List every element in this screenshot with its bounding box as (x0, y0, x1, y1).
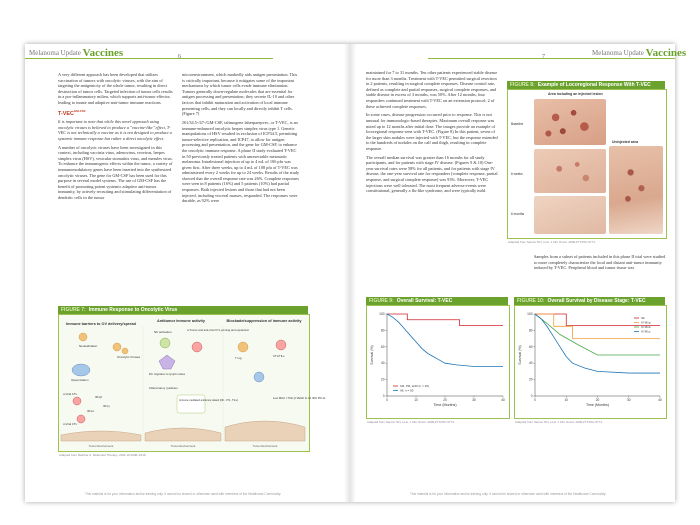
figure-9-title-bar: FIGURE 9: Overall Survival: T-VEC (366, 297, 508, 305)
svg-text:Low MHC I TGF-β VEGF IL-10 IDO: Low MHC I TGF-β VEGF IL-10 IDO PD-1L (273, 396, 326, 400)
overall-survival-chart (367, 306, 509, 418)
x-tick-label: 40 (501, 398, 505, 402)
figure-9-caption: Adapted from Senzer NN, et al. J Clin Oncol. 2009;27:5763–5771. (367, 420, 455, 424)
svg-text:Opsonization: Opsonization (71, 378, 89, 382)
svg-text:NK activation: NK activation (154, 330, 172, 334)
y-tick-label: 20 (380, 377, 385, 382)
header-rule (428, 58, 675, 59)
right-column-1 (366, 70, 500, 197)
right-footer: This material is for your information and/or training only. It cannot be shared or otherwise used with members of the Healthcare Community. (410, 492, 607, 496)
y-tick-label: 60 (380, 344, 385, 349)
left-column-1 (58, 72, 174, 204)
svg-text:DC migration to lymph nodes: DC migration to lymph nodes (149, 372, 186, 376)
page-number-right: 7 (542, 54, 545, 60)
uninjected-photo (609, 146, 663, 234)
header-brand (592, 46, 686, 58)
brand-word: Vaccines (82, 47, 124, 59)
baseline-photo (534, 99, 606, 145)
immune-attack-box (177, 395, 205, 413)
suppressor-cell-icon (254, 372, 264, 382)
svg-text:α-Viral CTL: α-Viral CTL (63, 392, 78, 396)
y-tick-label: 40 (380, 361, 385, 366)
survival-by-stage-chart (515, 306, 666, 418)
legend-label: IIIc (641, 316, 646, 321)
panel2-title: Antitumor immune activity (157, 319, 205, 323)
ctl-cell-icon (77, 415, 85, 423)
x-axis-label: Time (Months) (433, 403, 457, 407)
right-page (350, 44, 687, 502)
tumor-environment-shape (145, 428, 221, 441)
figure-7-caption: Adapted from Melcher A. Molecular Therapy. 2011;19:1008–1016. (59, 453, 147, 457)
y-tick-label: 100 (379, 312, 385, 316)
x-tick-label: 20 (443, 398, 447, 402)
svg-text:α-Viral CTL: α-Viral CTL (63, 422, 78, 426)
svg-text:Tumor Environment: Tumor Environment (252, 444, 278, 448)
svg-text:α-Tumor and anti-viral CTL pri: α-Tumor and anti-viral CTL priming and expansion (187, 328, 250, 332)
dendritic-cell-icon (159, 355, 175, 369)
row-label-weeks: 6 weeks (511, 172, 523, 176)
ctl-cell-icon (73, 397, 81, 405)
figure-10-title-bar: FIGURE 10: Overall Survival by Disease Stage: T-VEC (514, 297, 665, 305)
virus-icon (122, 348, 128, 354)
svg-text:Tumor Environment: Tumor Environment (170, 444, 196, 448)
figure-8-title-bar: FIGURE 8: Example of Locoregional Response With T-VEC (507, 81, 665, 89)
six-weeks-photo (534, 149, 606, 193)
page-number-left: 6 (178, 54, 181, 60)
x-tick-label: 30 (626, 398, 631, 402)
series-line-1 (387, 314, 503, 366)
legend-label: All, n = 50 (400, 388, 414, 393)
paragraph: In some cases, disease progression occurred prior to response. This is not unusual for immunologic-based therapies. Maximum overall response was noted up to 12 months after initial dose. The images provide an example of locoregional response seen with T-VEC. (Figure 8) In this patient, seven of the larger skin nodules were injected with T-VEC, but the response extended to the hundreds of nodules on the calf and thigh, resulting in complete response. (366, 112, 498, 151)
virus-icon (79, 333, 87, 341)
panel3-title: Blockade/suppression of immune activity (226, 319, 302, 323)
six-months-photo (534, 196, 606, 234)
y-tick-label: 60 (528, 344, 533, 349)
legend-label: IV M1c (641, 329, 651, 334)
x-tick-label: 40 (658, 398, 662, 402)
legend-label: IV M1b (641, 325, 651, 330)
svg-text:Inflammatory cytokines: Inflammatory cytokines (149, 386, 178, 390)
x-tick-label: 0 (534, 398, 536, 402)
x-tick-label: 10 (414, 398, 418, 402)
paragraph: maintained for 7 to 31 months. Ten other patients experienced stable disease for more than 3 months. Treatment with T-VEC permitted surgical resection in 2 patients, resulting in surgical complete responses. Disease control rate, defined as complete and partial responses, surgical complete responses, and stable disease in excess of 3 months, was 50%. After 12 months, four responders continued treatment with T-VEC on an extension protocol; 2 of these achieved complete responses. (366, 70, 498, 109)
y-tick-label: 80 (528, 328, 533, 333)
italic-note: It is important to note that while this novel approach using oncolytic viruses is believed to produce a "vaccine-like" effect, T-VEC is not technically a vaccine as it is not designed to produce a systemic immune response but rather a direct oncolytic effect. (58, 119, 172, 141)
figure-8-caption: Adapted from Senzer NN, et al. J Clin Oncol. 2009;27:5763–5771. (508, 240, 596, 244)
x-tick-label: 0 (386, 398, 388, 402)
area-label: Area including an injected lesion (548, 92, 603, 96)
section-heading: $T-VEC^{GM-CSF}$ (58, 108, 86, 117)
y-tick-label: 80 (380, 328, 385, 333)
paragraph: A number of oncolytic viruses have been investigated in this context, including vaccinia virus, adenovirus, reovirus, herpes simplex virus (HSV), vesicular stomatitis virus, and measles virus. To enhance the immunogenic effects within the tumor, a variety of immunomodulatory genes have been inserted into the synthesized oncolytic viruses. The gene for GM-CSF has been used for this purpose in several model systems. The use of GM-CSF has the benefit of promoting potent systemic adaptive anti-tumor immunity, by actively recruiting and stimulating differentiation of dendritic cells in the tumor (58, 144, 173, 201)
panel1-title: Immune barriers to OV delivery/spread (66, 322, 136, 326)
svg-text:IFN-γ: IFN-γ (103, 404, 110, 408)
brochure-spread (25, 44, 687, 502)
treg-cell-icon (238, 342, 248, 352)
paragraph: A very different approach has been developed that utilizes vaccination of tumors with oncolytic viruses, with the aim of targeting the antigenicity of the whole tumor, resulting in direct destruction of tumor cells. Targeted infection of tumor cells results in a pro-inflammatory milieu, which supports anti-tumor effector, leading to innate and adaptive anti-tumor immune reactions. (58, 72, 173, 105)
x-tick-label: 10 (564, 398, 569, 402)
row-label-baseline: Baseline (511, 122, 524, 126)
nk-cell-icon (160, 338, 170, 348)
y-tick-label: 20 (528, 377, 533, 382)
y-axis-label: Survival (%) (518, 345, 522, 365)
brand-word: Vaccines (645, 47, 687, 59)
series-line-0 (387, 314, 503, 325)
left-column-2 (182, 72, 300, 207)
figure-9-chart (366, 305, 510, 419)
x-tick-label: 20 (595, 398, 600, 402)
paragraph: Samples from a subset of patients included in this phase II trial were studied to more completely characterize the local and distant anti-tumor immunity induced by T-VEC. Peripheral blood and tumor tissue was (534, 254, 666, 271)
svg-text:T reg: T reg (235, 356, 242, 360)
header-brand (29, 46, 123, 58)
figure-8-photos (507, 89, 667, 239)
svg-text:IFN-β: IFN-β (95, 395, 103, 399)
header-rule (25, 58, 273, 59)
til-cell-icon (276, 340, 286, 350)
right-column-2 (534, 254, 666, 274)
figure-10-chart (514, 305, 667, 419)
left-page (25, 44, 350, 502)
row-label-months: 6 months (511, 212, 525, 216)
svg-text:IFN-α: IFN-α (87, 409, 95, 413)
x-tick-label: 30 (472, 398, 476, 402)
svg-text:Neutralization: Neutralization (79, 344, 98, 348)
figure-7-title-bar: FIGURE 7: Immune Response to Oncolytic Virus (58, 306, 308, 314)
svg-text:Immune-mediated antitumor atta: Immune-mediated antitumor attack (NK, CTL, TILs) (179, 399, 238, 402)
virus-icon (113, 343, 121, 351)
x-axis-label: Time (Months) (585, 403, 610, 407)
svg-text:CTL/TILs: CTL/TILs (273, 354, 285, 358)
brand-prefix: Melanoma Update (592, 49, 644, 57)
paragraph: JS1/34.5-/47-/GM-CSF, talimogene laherparepvec, or T-VEC, is an immune-enhanced oncolytic herpes simplex virus type 1. Genetic manipulations of HSV resulted in exclusion of ICP34.5, permitting tumor-selective replication, and ICP47, to allow for antigen processing and presentation, and the gene for GM-CSF, to enhance the oncolytic immune response. A phase II study evaluated T-VEC in 50 previously treated patients with unresectable metastatic melanoma. Intralesional injection of up to 4 mL of 106 pfu was given first. After three weeks, up to 4 mL of 108 pfu of T-VEC was administered every 2 weeks for up to 24 weeks. Results of the study showed that the overall response rate was 26%. Complete responses were seen in 8 patients (16%) and 5 patients (10%) had partial responses. Both injected lesions and those that had not been injected, including visceral masses, responded. The responses were durable, as 92% were (182, 119, 300, 204)
brand-prefix: Melanoma Update (29, 49, 81, 57)
legend-label: IV M1a (641, 320, 651, 325)
svg-text:Oncolytic Viruses: Oncolytic Viruses (117, 355, 141, 359)
y-tick-label: 0 (382, 394, 385, 398)
paragraph: microenvironment, which markedly aids antigen presentation. This is critically important, because it mitigates some of the important mechanisms by which tumor cells evade immune elimination. Tumors generally down-regulate molecules that are essential for antigen processing and presentation; they secrete IL-10 and other factors that inhibit maturation and activation of local immune presenting cells; and they can locally and directly inhibit T cells. (Figure 7) (182, 72, 298, 117)
y-tick-label: 0 (530, 394, 533, 398)
ctl-cell-icon (192, 342, 202, 352)
y-tick-label: 100 (527, 312, 533, 316)
figure-7-diagram (58, 314, 326, 452)
y-axis-label: Survival (%) (370, 345, 374, 365)
left-footer: This material is for your information and/or training only. It cannot be shared or otherwise used with members of the Healthcare Community. (85, 492, 282, 496)
paragraph: The overall median survival was greater than 16 months for all study participants, and for patients with stage IV disease. (Figures 9 & 10) One-year survival rates were 58% for all patients, and for patients with stage IV disease, the one-year survival rate for responders (complete response, partial response, and surgical complete response) was 93%. Moreover, T-VEC injections were well tolerated. The most frequent adverse events were constitutional, generally a flu-like syndrome, and were typically mild. (366, 154, 498, 194)
immune-response-diagram (59, 315, 326, 451)
tumor-environment-shape (225, 421, 305, 441)
uninjected-label: Uninjected area (612, 140, 639, 144)
figure-10-caption: Adapted from Senzer NN, et al. J Clin Oncol. 2009;27:5763–5771. (515, 420, 603, 424)
svg-text:Tumor Environment: Tumor Environment (88, 444, 114, 448)
tumor-environment-shape (61, 431, 141, 441)
y-tick-label: 40 (528, 361, 533, 366)
legend-label: CR, PR, sCR (n = 15) (400, 384, 429, 389)
opsonization-cell-icon (72, 364, 90, 376)
